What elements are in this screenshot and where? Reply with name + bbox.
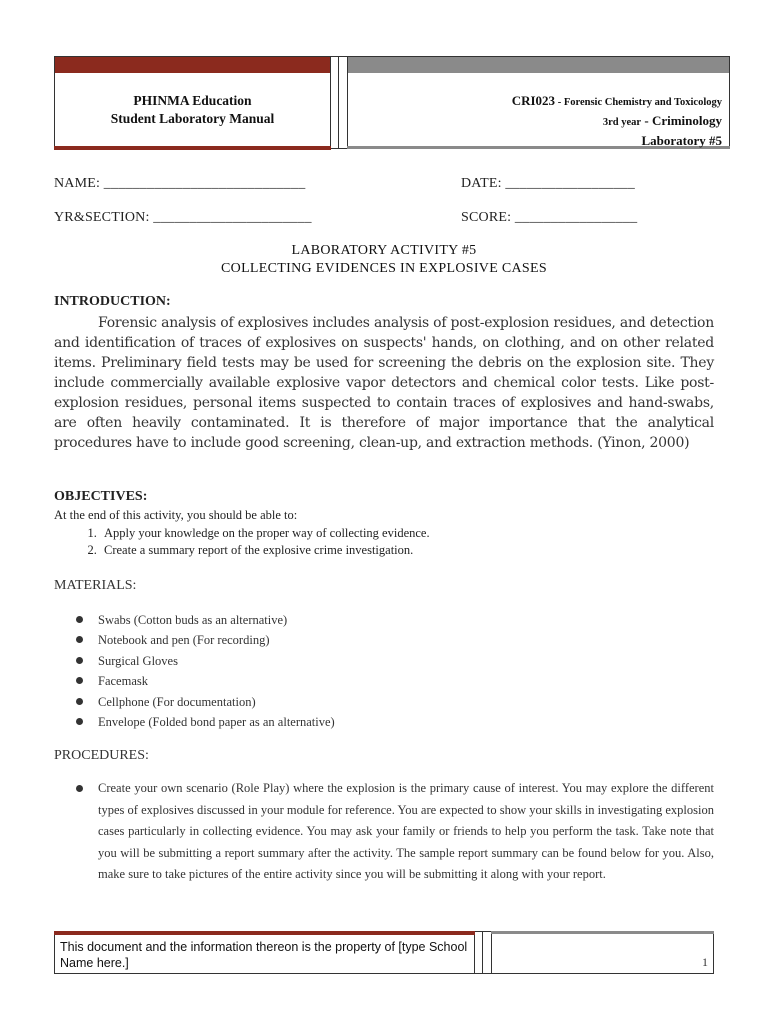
bullet-icon — [76, 657, 83, 664]
header-org: PHINMA Education — [133, 93, 252, 108]
footer-right-cell — [491, 931, 714, 974]
footer-accent-bar-red — [54, 931, 475, 935]
objectives-lead: At the end of this activity, you should be able to: — [54, 508, 298, 522]
list-item — [54, 712, 694, 732]
materials-heading: MATERIALS: — [54, 578, 137, 593]
list-item — [54, 651, 694, 671]
list-item-text: Swabs (Cotton buds as an alternative) — [98, 613, 288, 627]
introduction-heading: INTRODUCTION: — [54, 294, 171, 309]
yr-section-field[interactable]: YR&SECTION: ______________________ — [54, 210, 312, 225]
score-field[interactable]: SCORE: _________________ — [461, 210, 638, 225]
course-year: 3rd year — [602, 117, 642, 128]
bullet-icon — [76, 636, 83, 643]
materials-list — [54, 610, 694, 732]
bullet-icon — [76, 677, 83, 684]
list-item-text: Cellphone (For documentation) — [98, 694, 256, 709]
list-item-text: Envelope (Folded bond paper as an alternative) — [98, 714, 335, 729]
procedure-item — [54, 778, 714, 908]
program-separator: - — [641, 113, 652, 128]
header-underline-red — [54, 146, 331, 150]
bullet-icon — [76, 616, 83, 623]
page-number: 1 — [702, 955, 708, 969]
name-field[interactable]: NAME: ____________________________ — [54, 176, 306, 191]
header-manual: Student Laboratory Manual — [110, 111, 275, 126]
course-code: CRI023 — [511, 93, 556, 108]
document-header — [54, 56, 730, 151]
footer-spacer — [475, 931, 491, 974]
activity-title: LABORATORY ACTIVITY #5 — [291, 243, 477, 258]
procedure-text: Create your own scenario (Role Play) where the explosion is the primary cause of interest. You may explore the different types of explosives discussed in your module for reference. You are expected to show your skills in investigating explosion cases particularly in collecting evidence. You may ask your family or friends to help you perform the task. Take note that you will be submitting a report summary after the activity. The sample report summary can be found below for you. Also, make sure to take pictures of the entire activity since you will be submitting it along with your report. — [98, 781, 714, 881]
list-item-text: Surgical Gloves — [98, 653, 178, 668]
lab-number: Laboratory #5 — [641, 133, 722, 148]
course-program: Criminology — [651, 113, 722, 128]
list-item-text: Notebook and pen (For recording) — [98, 633, 270, 648]
list-item: 2. Create a summary report of the explosive crime investigation. — [100, 542, 694, 559]
list-item — [54, 692, 694, 712]
course-separator: - — [555, 97, 564, 108]
header-course-block — [512, 92, 722, 150]
footer-accent-bar-gray — [491, 931, 714, 934]
bullet-icon — [76, 698, 83, 705]
course-name: Forensic Chemistry and Toxicology — [563, 97, 722, 108]
activity-subtitle: COLLECTING EVIDENCES IN EXPLOSIVE CASES — [221, 261, 547, 276]
list-item — [54, 630, 694, 650]
date-field[interactable]: DATE: __________________ — [461, 176, 635, 191]
list-item: 1. Apply your knowledge on the proper way of collecting evidence. — [100, 525, 694, 542]
bullet-icon — [76, 785, 83, 792]
objectives-list — [54, 525, 694, 559]
footer-notice: This document and the information thereon is the property of [type School Name here.] — [60, 940, 468, 970]
procedures-heading: PROCEDURES: — [54, 748, 149, 763]
list-item — [54, 671, 694, 691]
objectives-heading: OBJECTIVES: — [54, 489, 148, 504]
list-item — [54, 610, 694, 630]
introduction-body: Forensic analysis of explosives includes analysis of post-explosion residues, and detection and identification of traces of explosives on suspects' hands, on clothing, and on other related items. Preliminary field tests may be used for screening the debris on the explosion site. They include commercially available explosive vapor detectors and chemical color tests. Like post-explosion residues, personal items suspected to contain traces of explosives and hand-swabs, are often heavily contaminated. It is therefore of major importance that the analytical procedures have to include good screening, clean-up, and extraction methods. (Yinon, 2000) — [54, 315, 714, 451]
document-footer — [54, 931, 714, 974]
list-item-text: Facemask — [98, 674, 148, 689]
header-org-block — [54, 92, 331, 128]
header-spacer — [331, 56, 347, 149]
bullet-icon — [76, 718, 83, 725]
